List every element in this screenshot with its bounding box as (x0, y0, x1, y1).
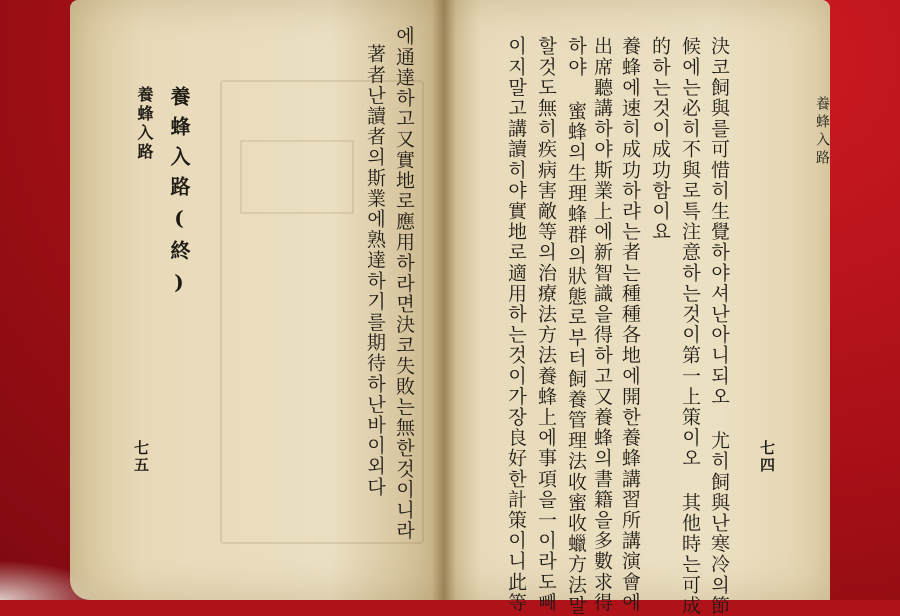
bleed-through-stamp (240, 140, 354, 214)
left-running-header: 養蜂入路 (135, 86, 154, 162)
right-page-number: 七四 (758, 440, 776, 474)
left-body-column: 에通達하고又實地로應用하라면決코失敗는無한것이니라 (393, 26, 415, 541)
right-body-column: 決코飼與를可惜히生覺하야셔난아니되오 尤히飼與난寒冷의節 (708, 36, 730, 616)
right-body-column: 할것도無히疾病害敵等의治療法方法養蜂上에事項을一이라도빼 (535, 36, 557, 613)
left-body-column: 著者난讀者의斯業에熟達하기를期待하난바이외다 (364, 44, 386, 498)
right-body-column: 出席聽講하야斯業上에新智識을得하고又養蜂의書籍을多數求得 (591, 36, 613, 613)
right-body-column: 的하는것이成功함이요 (649, 36, 671, 242)
right-running-header: 養蜂入路 (814, 96, 830, 168)
right-body-column: 候에는必히不與로특注意하는것이第一上策이오 其他時는可成 (679, 36, 701, 616)
right-body-column: 이지말고講讀히야實地로適用하는것이가장良好한計策이니此等 (505, 36, 527, 613)
right-body-column: 하야 蜜蜂의生理蜂群의狀態로부터飼養管理法收蜜收蠟方法말 (565, 36, 587, 616)
book-gutter (432, 0, 456, 600)
left-page-number: 七五 (132, 440, 150, 474)
finger-shadow (0, 560, 110, 600)
end-title: 養蜂入路(終) (167, 86, 191, 304)
right-body-column: 養蜂에速히成功하랴는者는種種各地에開한養蜂講習所講演會에 (619, 36, 641, 613)
